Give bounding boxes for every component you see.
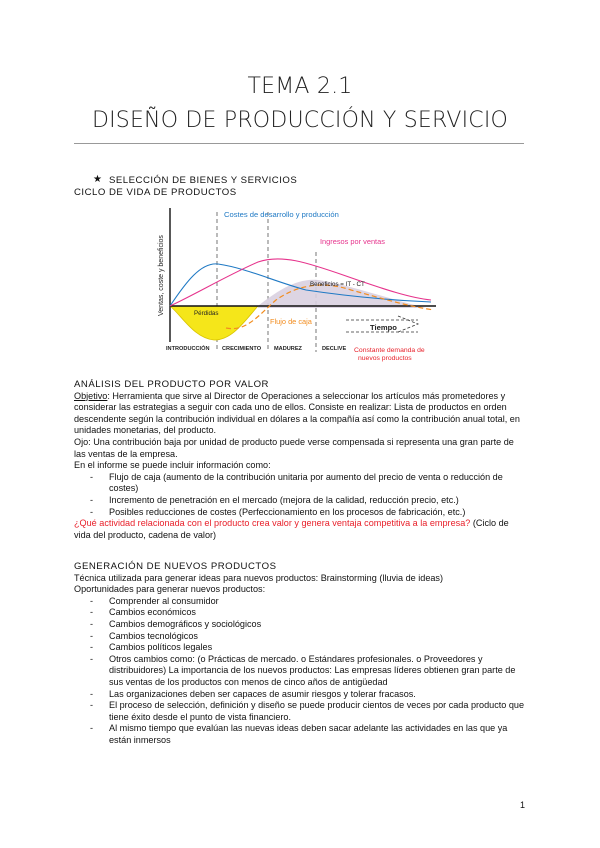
demand-label-line2: nuevos productos — [358, 355, 412, 362]
phase-label-growth: CRECIMIENTO — [222, 346, 262, 352]
list-item: - El proceso de selección, definición y diseño se puede producir cientos de veces por cada producto que tiene éxito desde el punto de vista financiero. — [74, 700, 526, 723]
note-paragraph: Ojo: Una contribución baja por unidad de producto puede verse compensada si representa una gran parte de las ventas de la empresa. — [74, 436, 514, 459]
list-item: - Posibles reducciones de costes (Perfeccionamiento en los procesos de fabricación, etc.) — [74, 507, 526, 519]
objective-label: Objetivo — [74, 390, 108, 401]
list-item: - Cambios tecnológicos — [74, 631, 526, 643]
page-number: 1 — [520, 800, 526, 810]
cashflow-label: Flujo de caja — [270, 317, 312, 326]
analysis-heading: ANÁLISIS DEL PRODUCTO POR VALOR — [74, 379, 269, 390]
page-subtitle: DISEÑO DE PRODUCCIÓN Y SERVICIO — [91, 108, 509, 133]
list-item: - Otros cambios como: (o Prácticas de mercado. o Estándares profesionales. o Proveedores y distribuidores) La importancia de los nuevos productos: Las empresas líderes obtienen gran parte de sus ventas de los productos con menos de cinco años de antigüedad — [74, 654, 526, 689]
page-title: TEMA 2.1 — [247, 74, 353, 99]
list-item: - Cambios económicos — [74, 607, 526, 619]
star-bullet-icon: ★ — [93, 174, 102, 185]
objective-text: : Herramienta que sirve al Director de Operaciones a seleccionar los artículos más prometedores y considerar las estrategias a seguir con cada uno de ellos. Consiste en realizar: Lista de productos en orden descendente según la contribución individual en dólares a la compañía así como la contribución anual total, en unidades monetarias, del producto. — [74, 390, 520, 436]
list-item: - Cambios demográficos y sociológicos — [74, 619, 526, 631]
life-cycle-diagram — [146, 204, 446, 364]
question-highlight: ¿Qué actividad relacionada con el producto crea valor y genera ventaja competitiva a la empresa? — [74, 518, 471, 529]
question-paragraph — [74, 518, 526, 541]
revenue-label: Ingresos por ventas — [320, 237, 385, 246]
time-chevron — [398, 316, 418, 332]
list-item: - Incremento de penetración en el mercado (mejora de la calidad, reducción precio, etc.) — [74, 495, 526, 507]
losses-label: Pérdidas — [194, 310, 219, 317]
phase-label-introduction: INTRODUCCIÓN — [166, 346, 210, 352]
section-subheading-lifecycle: CICLO DE VIDA DE PRODUCTOS — [74, 187, 237, 198]
costs-label: Costes de desarrollo y producción — [224, 210, 339, 219]
question-rest: (Ciclo de vida del producto, cadena de valor) — [74, 518, 509, 540]
list-item: - Comprender al consumidor — [74, 596, 526, 608]
benefits-label: Beneficios = IT - CT — [310, 281, 365, 288]
time-label: Tiempo — [370, 323, 397, 332]
phase-label-maturity: MADUREZ — [274, 346, 302, 352]
y-axis-label: Ventas, coste y beneficios — [158, 235, 165, 316]
opportunities-intro: Oportunidades para generar nuevos productos: — [74, 584, 266, 595]
section-heading-selection: SELECCIÓN DE BIENES Y SERVICIOS — [109, 175, 298, 186]
list-item: - Cambios políticos legales — [74, 642, 526, 654]
phase-label-decline: DECLIVE — [322, 346, 347, 352]
report-items-list — [74, 472, 526, 518]
objective-paragraph — [74, 391, 526, 437]
opportunities-list — [74, 596, 526, 747]
report-intro: En el informe se puede incluir información como: — [74, 460, 271, 471]
technique-paragraph: Técnica utilizada para generar ideas para nuevos productos: Brainstorming (lluvia de ideas) — [74, 572, 444, 583]
title-divider — [74, 143, 524, 144]
list-item: - Al mismo tiempo que evalúan las nuevas ideas deben sacar adelante las actividades en las que ya están inmersos — [74, 723, 526, 746]
list-item: - Las organizaciones deben ser capaces de asumir riesgos y tolerar fracasos. — [74, 689, 526, 701]
analysis-section — [74, 379, 526, 541]
demand-label-line1: Constante demanda de — [354, 347, 425, 354]
list-item: - Flujo de caja (aumento de la contribución unitaria por aumento del precio de venta o reducción de costes) — [74, 472, 526, 495]
generation-section — [74, 561, 526, 747]
generation-heading: GENERACIÓN DE NUEVOS PRODUCTOS — [74, 561, 277, 572]
